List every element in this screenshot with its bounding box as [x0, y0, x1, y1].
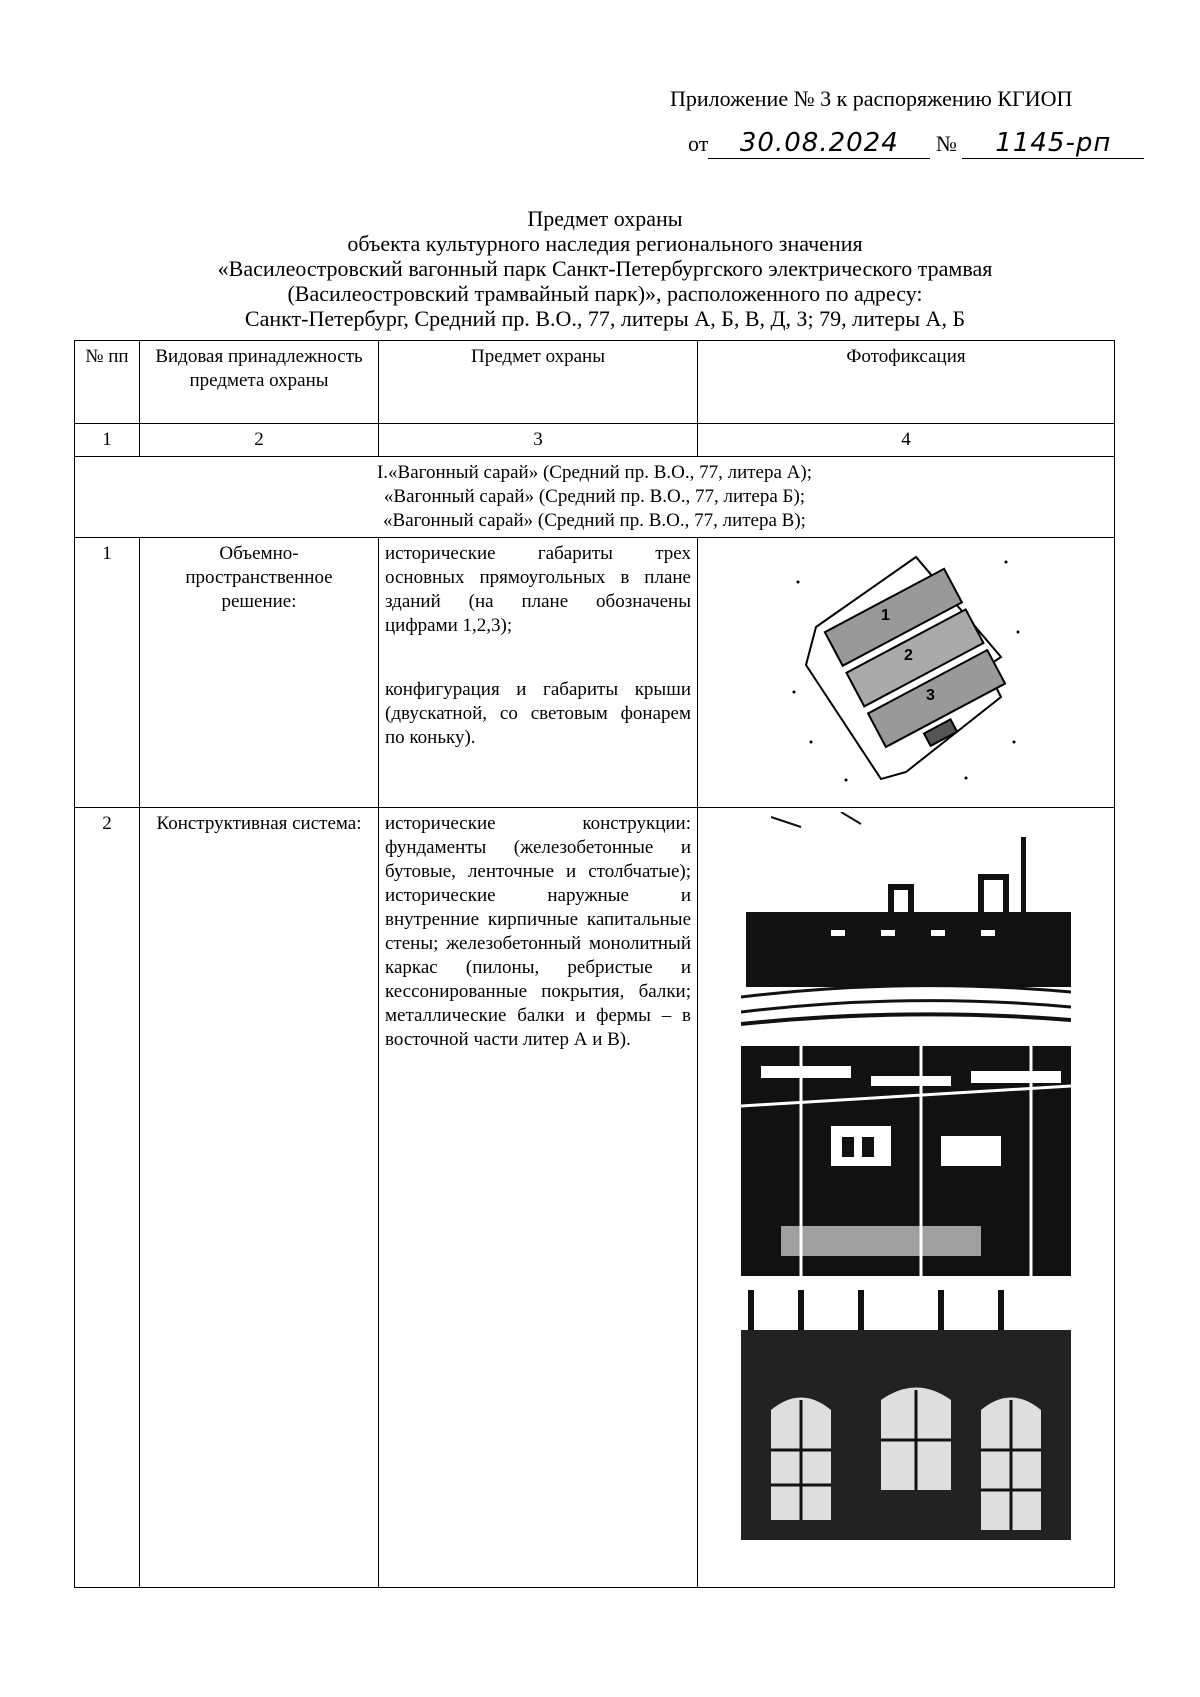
- section-line-2: «Вагонный сарай» (Средний пр. В.О., 77, литера Б);: [383, 486, 806, 507]
- column-number: 1: [75, 424, 140, 457]
- wall-photo: [741, 1290, 1071, 1540]
- order-date: 30.08.2024: [708, 128, 930, 159]
- section-line-1: I.«Вагонный сарай» (Средний пр. В.О., 77, литера А);: [376, 462, 813, 483]
- plan-label: 2: [904, 647, 913, 664]
- row-subject: [379, 808, 698, 1588]
- column-number-row: [75, 424, 1115, 457]
- title-line-5: Санкт-Петербург, Средний пр. В.О., 77, литеры А, Б, В, Д, З; 79, литеры А, Б: [244, 306, 966, 331]
- subject-paragraph: исторические конструкции: фундаменты (железобетонные и бутовые, ленточные и столбчатые); исторические наружные и внутренние кирпичные капитальные стены; железобетонный монолитный каркас (пилоны, ребристые и кессонированные покрытия, балки; металлические балки и фермы – в восточной части литер А и В).: [385, 813, 691, 1050]
- title-line-3: «Василеостровский вагонный парк Санкт-Петербургского электрического трамвая: [217, 256, 993, 281]
- column-number: 2: [140, 424, 379, 457]
- subject-paragraph: конфигурация и габариты крыши (двускатной, со световым фонарем по коньку).: [385, 679, 691, 748]
- plan-label: 1: [881, 607, 890, 624]
- table-row: [75, 538, 1115, 808]
- row-subject: [379, 538, 698, 808]
- section-line-3: «Вагонный сарай» (Средний пр. В.О., 77, литера В);: [383, 510, 806, 531]
- table-row: [75, 808, 1115, 1588]
- row-photo: [698, 808, 1115, 1588]
- column-number: 4: [698, 424, 1115, 457]
- row-photo: [698, 538, 1115, 808]
- section-row: [75, 457, 1115, 538]
- appendix-title: Приложение № 3 к распоряжению КГИОП: [670, 86, 1073, 111]
- row-number: 1: [75, 538, 140, 808]
- row-kind: Объемно-пространственное решение:: [140, 538, 379, 808]
- subject-paragraph: исторические габариты трех основных прямоугольных в плане зданий (на плане обозначены цифрами 1,2,3);: [385, 543, 691, 636]
- section-title: [75, 457, 1115, 538]
- header-subject: Предмет охраны: [379, 341, 698, 424]
- title-line-4: (Василеостровский трамвайный парк)», расположенного по адресу:: [287, 281, 923, 306]
- row-kind: Конструктивная система:: [140, 808, 379, 1588]
- protection-subject-table: [74, 340, 1115, 1588]
- plan-label: 3: [926, 687, 935, 704]
- title-line-2: объекта культурного наследия регионального значения: [347, 231, 863, 256]
- row-number: 2: [75, 808, 140, 1588]
- order-number: 1145-рп: [962, 128, 1144, 159]
- interior-photo: [741, 1046, 1071, 1276]
- column-number: 3: [379, 424, 698, 457]
- order-reference: [688, 128, 1144, 159]
- title-line-1: Предмет охраны: [527, 206, 683, 231]
- header-photo: Фотофиксация: [698, 341, 1115, 424]
- number-label: №: [935, 131, 957, 156]
- site-plan-image: [786, 542, 1026, 792]
- exterior-photo: [741, 812, 1071, 1032]
- document-title: [150, 206, 1060, 331]
- table-header-row: [75, 341, 1115, 424]
- from-label: от: [688, 131, 709, 156]
- header-kind: Видовая принадлежность предмета охраны: [140, 341, 379, 424]
- header-num: № пп: [75, 341, 140, 424]
